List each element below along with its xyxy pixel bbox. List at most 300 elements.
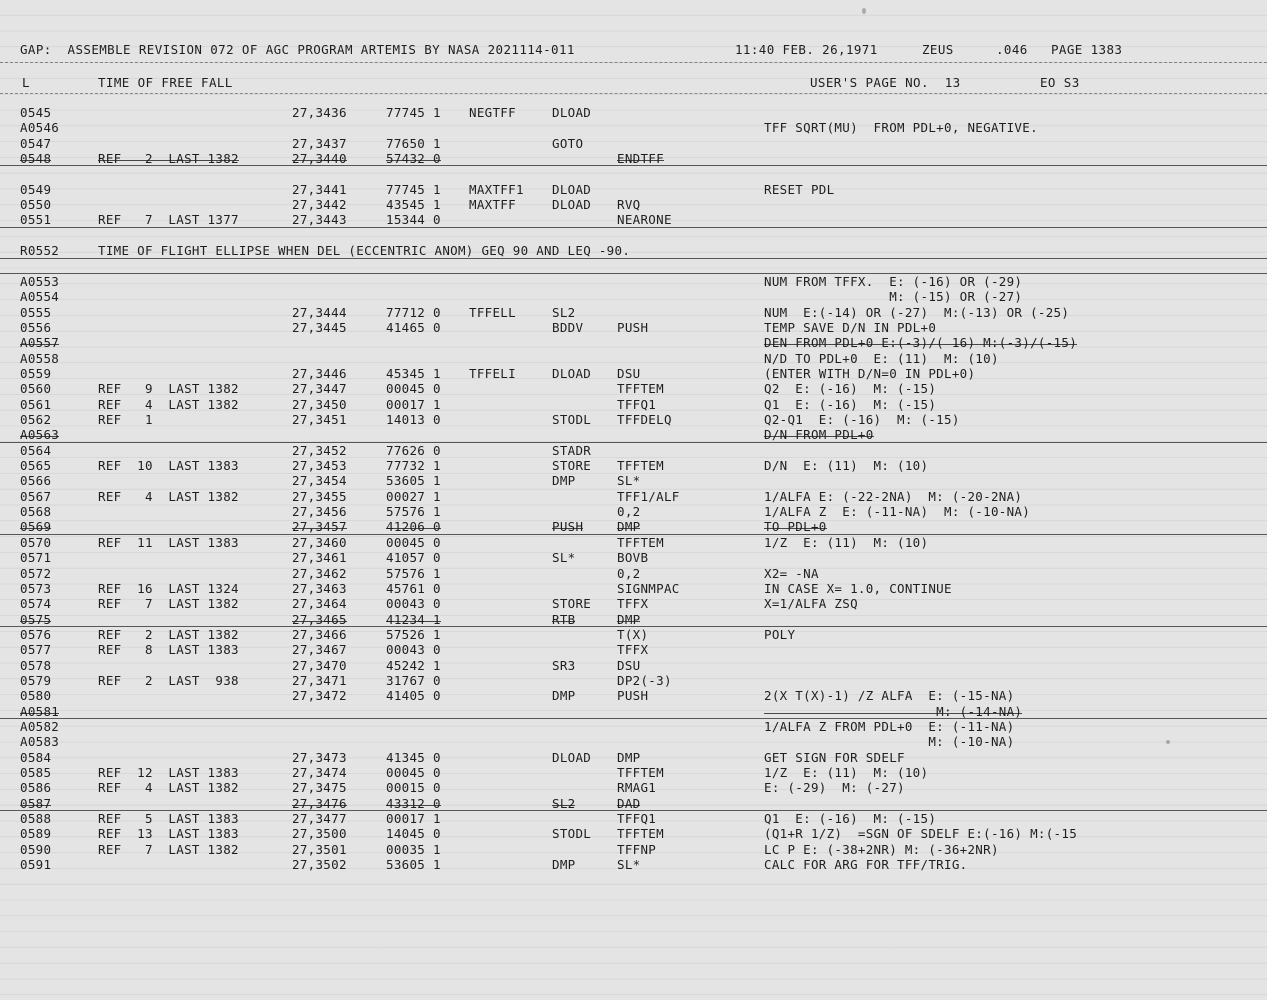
line-number: A0553 (20, 273, 60, 289)
listing-line (0, 120, 1267, 135)
address-field: 27,3463 (292, 580, 347, 596)
line-number: 0569 (20, 519, 52, 535)
operand-field: TFFX (617, 596, 649, 612)
operand-field: TFFTEM (617, 765, 664, 781)
comment-field: TO PDL+0 (764, 519, 827, 535)
address-field: 27,3447 (292, 381, 347, 397)
line-number: 0547 (20, 135, 52, 151)
listing-line (0, 550, 1267, 565)
line-number: 0550 (20, 197, 52, 213)
line-number: 0568 (20, 504, 52, 520)
row-separator (0, 810, 1267, 811)
comment-field: E: (-29) M: (-27) (764, 780, 905, 796)
octal-field: 77745 1 (386, 181, 441, 197)
users-page: USER'S PAGE NO. 13 (810, 75, 961, 90)
listing-line (0, 704, 1267, 719)
address-field: 27,3443 (292, 212, 347, 228)
comment-field: N/D TO PDL+0 E: (11) M: (10) (764, 350, 999, 366)
section-title: TIME OF FREE FALL (98, 75, 233, 90)
listing-line (0, 826, 1267, 841)
octal-field: 00035 1 (386, 841, 441, 857)
operand-field: TFFDELQ (617, 412, 672, 427)
listing-line (0, 535, 1267, 550)
line-number: 0560 (20, 381, 52, 397)
octal-field: 53605 1 (386, 857, 441, 873)
octal-field: 00017 1 (386, 396, 441, 412)
listing-line (0, 289, 1267, 304)
operand-field: DSU (617, 657, 641, 673)
listing-line (0, 489, 1267, 504)
address-field: 27,3450 (292, 396, 347, 412)
octal-field: 77745 1 (386, 105, 441, 120)
address-field: 27,3502 (292, 857, 347, 873)
opcode-field: STORE (552, 458, 592, 474)
ref-field: REF 5 LAST 1383 (98, 811, 239, 827)
octal-field: 41206 0 (386, 519, 441, 535)
octal-field: 41465 0 (386, 319, 441, 335)
octal-field: 15344 0 (386, 212, 441, 228)
label-field: MAXTFF (469, 197, 516, 213)
listing-line (0, 811, 1267, 826)
octal-field: 41345 0 (386, 749, 441, 765)
comment-field: Q1 E: (-16) M: (-15) (764, 811, 937, 827)
opcode-field: SL2 (552, 795, 576, 811)
line-number: 0555 (20, 304, 52, 320)
opcode-field: DMP (552, 473, 576, 489)
ref-field: REF 2 LAST 1382 (98, 151, 239, 167)
line-number: R0552 (20, 243, 60, 259)
octal-field: 14045 0 (386, 826, 441, 842)
line-number: 0586 (20, 780, 52, 796)
opcode-field: DMP (552, 857, 576, 873)
octal-field: 77626 0 (386, 442, 441, 458)
line-number: 0589 (20, 826, 52, 842)
line-number: 0559 (20, 365, 52, 381)
header-separator (0, 62, 1267, 63)
address-field: 27,3472 (292, 688, 347, 704)
listing-line (0, 734, 1267, 749)
opcode-field: STODL (552, 412, 592, 427)
operand-field: T(X) (617, 626, 649, 642)
octal-field: 31767 0 (386, 672, 441, 688)
listing-line (0, 243, 1267, 258)
comment-field: X2= -NA (764, 565, 819, 581)
line-number: 0548 (20, 151, 52, 167)
row-separator (0, 227, 1267, 228)
opcode-field: SR3 (552, 657, 576, 673)
line-number: 0574 (20, 596, 52, 612)
listing-line (0, 780, 1267, 795)
listing-line (0, 796, 1267, 811)
line-number: 0556 (20, 319, 52, 335)
listing-line (0, 182, 1267, 197)
ref-field: REF 9 LAST 1382 (98, 381, 239, 397)
listing-line (0, 274, 1267, 289)
listing-line (0, 566, 1267, 581)
octal-field: 77712 0 (386, 304, 441, 320)
operand-field: TFFTEM (617, 458, 664, 474)
header-separator (0, 93, 1267, 94)
opcode-field: STODL (552, 826, 592, 842)
operand-field: 0,2 (617, 565, 641, 581)
listing-line (0, 151, 1267, 166)
comment-field: 1/ALFA E: (-22-2NA) M: (-20-2NA) (764, 488, 1023, 504)
comment-field: (Q1+R 1/Z) =SGN OF SDELF E:(-16) M:(-15 (764, 826, 1078, 842)
octal-field: 45761 0 (386, 580, 441, 596)
line-number: 0545 (20, 105, 52, 120)
listing-line (0, 366, 1267, 381)
address-field: 27,3500 (292, 826, 347, 842)
operand-field: PUSH (617, 688, 649, 704)
line-number: 0551 (20, 212, 52, 228)
address-field: 27,3445 (292, 319, 347, 335)
operand-field: TFFTEM (617, 381, 664, 397)
comment-field: TEMP SAVE D/N IN PDL+0 (764, 319, 937, 335)
operand-field: SL* (617, 857, 641, 873)
comment-field: D/N E: (11) M: (10) (764, 458, 929, 474)
address-field: 27,3456 (292, 504, 347, 520)
listing-line (0, 105, 1267, 120)
comment-field: NUM E:(-14) OR (-27) M:(-13) OR (-25) (764, 304, 1070, 320)
comment-field: IN CASE X= 1.0, CONTINUE (764, 580, 952, 596)
listing-line (0, 458, 1267, 473)
operand-field: TFFX (617, 642, 649, 658)
opcode-field: DLOAD (552, 181, 592, 197)
ref-field: REF 2 LAST 1382 (98, 626, 239, 642)
listing-line (0, 581, 1267, 596)
line-number: A0582 (20, 719, 60, 734)
operand-field: NEARONE (617, 212, 672, 228)
comment-field: D/N FROM PDL+0 (764, 427, 874, 443)
eo-code: EO S3 (1040, 75, 1080, 90)
line-number: 0591 (20, 857, 52, 873)
octal-field: 53605 1 (386, 473, 441, 489)
comment-field: RESET PDL (764, 181, 835, 197)
operand-field: 0,2 (617, 504, 641, 520)
ref-field: REF 12 LAST 1383 (98, 765, 239, 781)
listing-line (0, 351, 1267, 366)
listing-line (0, 381, 1267, 396)
listing-line (0, 212, 1267, 227)
address-field: 27,3464 (292, 596, 347, 612)
line-number: 0584 (20, 749, 52, 765)
listing-line (0, 427, 1267, 442)
address-field: 27,3473 (292, 749, 347, 765)
operand-field: DSU (617, 365, 641, 381)
operand-field: SL* (617, 473, 641, 489)
address-field: 27,3442 (292, 197, 347, 213)
operand-field: TFFTEM (617, 534, 664, 550)
octal-field: 57526 1 (386, 626, 441, 642)
line-number: 0588 (20, 811, 52, 827)
ref-field: REF 1 (98, 412, 153, 427)
line-number: A0583 (20, 734, 60, 750)
ref-field: REF 7 LAST 1382 (98, 841, 239, 857)
operand-field: DAD (617, 795, 641, 811)
print-smudge (1166, 740, 1170, 744)
operand-field: DMP (617, 749, 641, 765)
header-system: ZEUS (922, 42, 954, 57)
comment-field: M: (-10-NA) (764, 734, 1015, 750)
ref-field: TIME OF FLIGHT ELLIPSE WHEN DEL (ECCENTRIC ANOM) GEQ 90 AND LEQ -90. (98, 243, 631, 259)
comment-field: NUM FROM TFFX. E: (-16) OR (-29) (764, 273, 1023, 289)
comment-field: TFF SQRT(MU) FROM PDL+0, NEGATIVE. (764, 120, 1038, 136)
listing-line (0, 842, 1267, 857)
listing-line (0, 642, 1267, 657)
row-separator (0, 258, 1267, 259)
opcode-field: GOTO (552, 135, 584, 151)
ref-field: REF 7 LAST 1382 (98, 596, 239, 612)
comment-field: 2(X T(X)-1) /Z ALFA E: (-15-NA) (764, 688, 1015, 704)
opcode-field: DLOAD (552, 105, 592, 120)
line-number: 0573 (20, 580, 52, 596)
comment-field: POLY (764, 626, 796, 642)
address-field: 27,3440 (292, 151, 347, 167)
opcode-field: STORE (552, 596, 592, 612)
address-field: 27,3457 (292, 519, 347, 535)
operand-field: TFF1/ALF (617, 488, 680, 504)
octal-field: 57432 0 (386, 151, 441, 167)
octal-field: 45242 1 (386, 657, 441, 673)
ref-field: REF 4 LAST 1382 (98, 396, 239, 412)
octal-field: 00045 0 (386, 534, 441, 550)
listing-line (0, 305, 1267, 320)
address-field: 27,3453 (292, 458, 347, 474)
comment-field: LC P E: (-38+2NR) M: (-36+2NR) (764, 841, 999, 857)
line-number: 0578 (20, 657, 52, 673)
listing-line (0, 596, 1267, 611)
label-field: MAXTFF1 (469, 181, 524, 197)
line-number: 0577 (20, 642, 52, 658)
row-separator (0, 534, 1267, 535)
octal-field: 00043 0 (386, 596, 441, 612)
operand-field: ENDTFF (617, 151, 664, 167)
octal-field: 45345 1 (386, 365, 441, 381)
print-smudge (862, 8, 866, 14)
octal-field: 14013 0 (386, 412, 441, 427)
opcode-field: BDDV (552, 319, 584, 335)
listing-line (0, 473, 1267, 488)
ref-field: REF 7 LAST 1377 (98, 212, 239, 228)
operand-field: TFFNP (617, 841, 657, 857)
address-field: 27,3466 (292, 626, 347, 642)
label-field: NEGTFF (469, 105, 516, 120)
line-number: 0580 (20, 688, 52, 704)
address-field: 27,3474 (292, 765, 347, 781)
line-number: 0576 (20, 626, 52, 642)
ref-field: REF 8 LAST 1383 (98, 642, 239, 658)
octal-field: 00015 0 (386, 780, 441, 796)
line-number: 0572 (20, 565, 52, 581)
line-number: 0567 (20, 488, 52, 504)
listing-line (0, 259, 1267, 274)
address-field: 27,3437 (292, 135, 347, 151)
comment-field: Q2 E: (-16) M: (-15) (764, 381, 937, 397)
line-number: 0571 (20, 550, 52, 566)
ref-field: REF 16 LAST 1324 (98, 580, 239, 596)
opcode-field: PUSH (552, 519, 584, 535)
operand-field: BOVB (617, 550, 649, 566)
ref-field: REF 4 LAST 1382 (98, 488, 239, 504)
address-field: 27,3444 (292, 304, 347, 320)
line-number: A0554 (20, 289, 60, 305)
opcode-field: DMP (552, 688, 576, 704)
comment-field: 1/Z E: (11) M: (10) (764, 765, 929, 781)
address-field: 27,3454 (292, 473, 347, 489)
address-field: 27,3471 (292, 672, 347, 688)
address-field: 27,3462 (292, 565, 347, 581)
listing-line (0, 443, 1267, 458)
line-number: 0565 (20, 458, 52, 474)
opcode-field: RTB (552, 611, 576, 627)
line-number: 0561 (20, 396, 52, 412)
octal-field: 43545 1 (386, 197, 441, 213)
comment-field: X=1/ALFA ZSQ (764, 596, 858, 612)
comment-field: Q1 E: (-16) M: (-15) (764, 396, 937, 412)
line-number: 0575 (20, 611, 52, 627)
header-page: PAGE 1383 (1051, 42, 1123, 57)
listing-line (0, 612, 1267, 627)
line-number: 0590 (20, 841, 52, 857)
address-field: 27,3451 (292, 412, 347, 427)
octal-field: 00027 1 (386, 488, 441, 504)
comment-field: CALC FOR ARG FOR TFF/TRIG. (764, 857, 968, 873)
octal-field: 57576 1 (386, 504, 441, 520)
line-number: 0587 (20, 795, 52, 811)
address-field: 27,3501 (292, 841, 347, 857)
ref-field: REF 11 LAST 1383 (98, 534, 239, 550)
listing-line (0, 136, 1267, 151)
line-number: 0579 (20, 672, 52, 688)
operand-field: DMP (617, 611, 641, 627)
opcode-field: DLOAD (552, 365, 592, 381)
line-number: A0557 (20, 335, 60, 351)
row-separator (0, 442, 1267, 443)
header-job: .046 (996, 42, 1028, 57)
opcode-field: SL2 (552, 304, 576, 320)
octal-field: 41234 1 (386, 611, 441, 627)
line-number: A0581 (20, 703, 60, 719)
operand-field: TFFTEM (617, 826, 664, 842)
comment-field: Q2-Q1 E: (-16) M: (-15) (764, 412, 960, 427)
listing-line (0, 765, 1267, 780)
comment-field: 1/ALFA Z FROM PDL+0 E: (-11-NA) (764, 719, 1015, 734)
opcode-field: SL* (552, 550, 576, 566)
ref-field: REF 13 LAST 1383 (98, 826, 239, 842)
octal-field: 00045 0 (386, 381, 441, 397)
row-separator (0, 273, 1267, 274)
operand-field: TFFQ1 (617, 396, 657, 412)
comment-field: GET SIGN FOR SDELF (764, 749, 905, 765)
listing-line (0, 857, 1267, 872)
address-field: 27,3477 (292, 811, 347, 827)
octal-field: 00045 0 (386, 765, 441, 781)
label-field: TFFELI (469, 365, 516, 381)
address-field: 27,3441 (292, 181, 347, 197)
operand-field: DP2(-3) (617, 672, 672, 688)
listing-line (0, 397, 1267, 412)
address-field: 27,3460 (292, 534, 347, 550)
octal-field: 00017 1 (386, 811, 441, 827)
operand-field: RVQ (617, 197, 641, 213)
octal-field: 00043 0 (386, 642, 441, 658)
row-separator (0, 165, 1267, 166)
line-number: A0546 (20, 120, 60, 136)
octal-field: 43312 0 (386, 795, 441, 811)
octal-field: 77650 1 (386, 135, 441, 151)
header-title: GAP: ASSEMBLE REVISION 072 OF AGC PROGRAM ARTEMIS BY NASA 2021114-011 (20, 42, 575, 57)
listing-line (0, 688, 1267, 703)
comment-field: M: (-15) OR (-27) (764, 289, 1023, 305)
listing-line (0, 228, 1267, 243)
octal-field: 41057 0 (386, 550, 441, 566)
row-separator (0, 626, 1267, 627)
address-field: 27,3461 (292, 550, 347, 566)
listing-line (0, 335, 1267, 350)
operand-field: PUSH (617, 319, 649, 335)
listing-line (0, 504, 1267, 519)
operand-field: SIGNMPAC (617, 580, 680, 596)
comment-field: DEN FROM PDL+0 E:(-3)/( 16) M:(-3)/(-15) (764, 335, 1078, 351)
listing-line (0, 197, 1267, 212)
ref-field: REF 10 LAST 1383 (98, 458, 239, 474)
operand-field: RMAG1 (617, 780, 657, 796)
octal-field: 77732 1 (386, 458, 441, 474)
line-number: A0563 (20, 427, 60, 443)
address-field: 27,3452 (292, 442, 347, 458)
opcode-field: DLOAD (552, 197, 592, 213)
opcode-field: DLOAD (552, 749, 592, 765)
listing-line (0, 719, 1267, 734)
address-field: 27,3475 (292, 780, 347, 796)
comment-field: 1/Z E: (11) M: (10) (764, 534, 929, 550)
listing-line (0, 519, 1267, 534)
listing-line (0, 673, 1267, 688)
listing-line (0, 320, 1267, 335)
opcode-field: STADR (552, 442, 592, 458)
line-number: 0562 (20, 412, 52, 427)
listing-line (0, 627, 1267, 642)
address-field: 27,3476 (292, 795, 347, 811)
line-number: A0558 (20, 350, 60, 366)
address-field: 27,3436 (292, 105, 347, 120)
header-time: 11:40 FEB. 26,1971 (735, 42, 878, 57)
address-field: 27,3467 (292, 642, 347, 658)
col-l: L (22, 75, 30, 90)
listing-line (0, 750, 1267, 765)
line-number: 0549 (20, 181, 52, 197)
address-field: 27,3465 (292, 611, 347, 627)
ref-field: REF 2 LAST 938 (98, 672, 239, 688)
line-number: 0585 (20, 765, 52, 781)
label-field: TFFELL (469, 304, 516, 320)
listing-line (0, 412, 1267, 427)
operand-field: TFFQ1 (617, 811, 657, 827)
comment-field: M: (-14-NA) (764, 703, 1023, 719)
address-field: 27,3470 (292, 657, 347, 673)
listing-line (0, 658, 1267, 673)
address-field: 27,3446 (292, 365, 347, 381)
row-separator (0, 718, 1267, 719)
ref-field: REF 4 LAST 1382 (98, 780, 239, 796)
comment-field: (ENTER WITH D/N=0 IN PDL+0) (764, 365, 976, 381)
comment-field: 1/ALFA Z E: (-11-NA) M: (-10-NA) (764, 504, 1031, 520)
address-field: 27,3455 (292, 488, 347, 504)
listing-line (0, 166, 1267, 181)
line-number: 0566 (20, 473, 52, 489)
octal-field: 41405 0 (386, 688, 441, 704)
octal-field: 57576 1 (386, 565, 441, 581)
